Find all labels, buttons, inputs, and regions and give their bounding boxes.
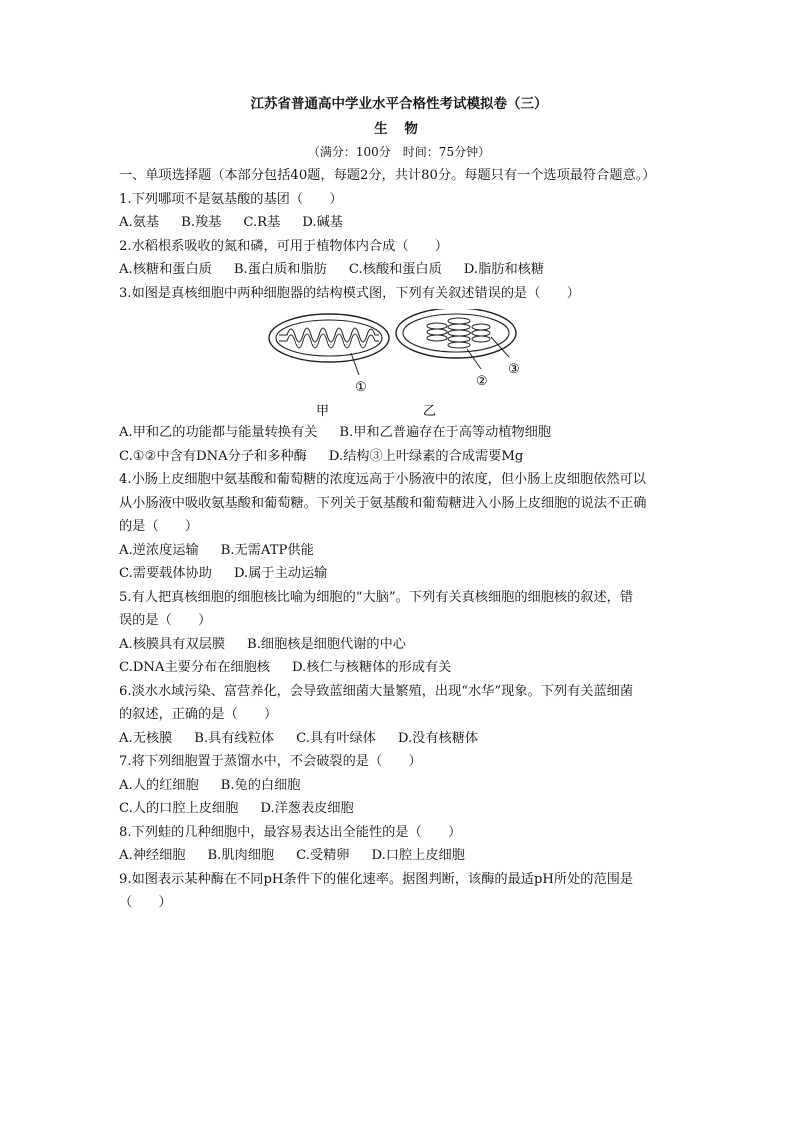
option: B.甲和乙普遍存在于高等动植物细胞	[339, 425, 552, 440]
question-5-options-row1	[119, 633, 679, 657]
option: C.①②中含有DNA分子和多种酶	[119, 448, 307, 464]
organelle-diagram	[119, 309, 679, 421]
question-1-options	[119, 211, 679, 235]
option: C.人的口腔上皮细胞	[119, 801, 239, 816]
option: A.核糖和蛋白质	[119, 262, 212, 277]
option: B.肌肉细胞	[207, 848, 275, 863]
organelle-figure	[119, 309, 679, 421]
mitochondrion-drawing	[269, 314, 389, 375]
question-5-options-row2	[119, 656, 679, 680]
option: D.洋葱表皮细胞	[260, 801, 354, 816]
question-8-stem: 8.下列蛙的几种细胞中，最容易表达出全能性的是（ ）	[119, 824, 462, 840]
question-3-options-row1	[119, 421, 679, 445]
question-7-options-row1	[119, 774, 679, 798]
option: A.甲和乙的功能都与能量转换有关	[119, 425, 318, 440]
option: D.结构③上叶绿素的合成需要Mg	[328, 448, 524, 464]
question-9-stem-line2: （ ）	[119, 895, 172, 910]
question-6-stem-line1: 6.淡水水域污染、富营养化，会导致蓝细菌大量繁殖，出现“水华”现象。下列有关蓝细菌	[119, 683, 633, 699]
option: C.核酸和蛋白质	[348, 262, 442, 277]
question-8-options	[119, 844, 679, 868]
question-3-stem: 3.如图是真核细胞中两种细胞器的结构模式图，下列有关叙述错误的是（ ）	[119, 285, 580, 301]
option: C.DNA主要分布在细胞核	[119, 660, 270, 675]
question-9-stem-line1: 9.如图表示某种酶在不同pH条件下的催化速率。据图判断，该酶的最适pH所处的范围是	[119, 871, 634, 887]
question-6-stem-line2: 的叙述，正确的是（ ）	[119, 707, 278, 722]
exam-meta: （满分：100分 时间：75分钟）	[307, 145, 491, 159]
option: A.核膜具有双层膜	[119, 636, 226, 652]
figure-name-a: 甲	[316, 404, 330, 419]
option: D.口腔上皮细胞	[371, 848, 465, 863]
option: B.羧基	[181, 215, 222, 230]
option: B.无需ATP供能	[220, 542, 314, 558]
exam-page	[119, 92, 679, 915]
option: D.碱基	[302, 215, 343, 230]
option: C.具有叶绿体	[296, 730, 376, 746]
option: B.细胞核是细胞代谢的中心	[247, 636, 406, 652]
option: A.逆浓度运输	[119, 542, 199, 558]
question-4-stem-line1: 4.小肠上皮细胞中氨基酸和葡萄糖的浓度远高于小肠液中的浓度，但小肠上皮细胞依然可以	[119, 472, 646, 487]
option: D.脂肪和核糖	[463, 262, 545, 277]
label-2: ②	[476, 374, 488, 389]
question-6-options	[119, 727, 679, 751]
question-2-stem: 2.水稻根系吸收的氮和磷，可用于植物体内合成（ ）	[119, 238, 449, 254]
chloroplast-drawing	[396, 309, 516, 369]
question-4-options-row2	[119, 562, 679, 586]
option: B.具有线粒体	[194, 730, 275, 746]
question-3-options-row2	[119, 445, 679, 469]
question-4-options-row1	[119, 539, 679, 563]
exam-title: 江苏省普通高中学业水平合格性考试模拟卷（三）	[250, 96, 548, 112]
question-7-options-row2	[119, 797, 679, 821]
option: A.无核膜	[119, 730, 173, 746]
exam-subject: 生 物	[374, 121, 424, 137]
option: B.兔的白细胞	[220, 777, 301, 793]
option: A.神经细胞	[119, 848, 186, 863]
option: A.氨基	[119, 215, 160, 230]
question-4-stem-line3: 的是（ ）	[119, 519, 199, 534]
option: B.蛋白质和脂肪	[233, 262, 327, 277]
option: A.人的红细胞	[119, 777, 199, 793]
label-3: ③	[508, 362, 520, 377]
option: D.核仁与核糖体的形成有关	[291, 660, 452, 675]
question-1-stem: 1.下列哪项不是氨基酸的基团（ ）	[119, 191, 343, 207]
question-2-options	[119, 258, 679, 282]
question-5-stem-line1: 5.有人把真核细胞的细胞核比喻为细胞的“大脑”。下列有关真核细胞的细胞核的叙述，错	[119, 589, 633, 605]
option: C.R基	[243, 215, 281, 230]
section-heading: 一、单项选择题（本部分包括40题，每题2分，共计80分。每题只有一个选项最符合题意。）	[119, 168, 656, 183]
option: D.属于主动运输	[233, 566, 328, 581]
option: C.受精卵	[296, 848, 350, 863]
question-4-stem-line2: 从小肠液中吸收氨基酸和葡萄糖。下列关于氨基酸和葡萄糖进入小肠上皮细胞的说法不正确	[119, 495, 647, 511]
option: D.没有核糖体	[397, 730, 479, 746]
option: C.需要载体协助	[119, 566, 212, 581]
question-5-stem-line2: 误的是（ ）	[119, 613, 212, 628]
figure-name-b: 乙	[423, 404, 437, 419]
question-7-stem: 7.将下列细胞置于蒸馏水中，不会破裂的是（ ）	[119, 754, 422, 769]
label-1: ①	[355, 380, 367, 395]
